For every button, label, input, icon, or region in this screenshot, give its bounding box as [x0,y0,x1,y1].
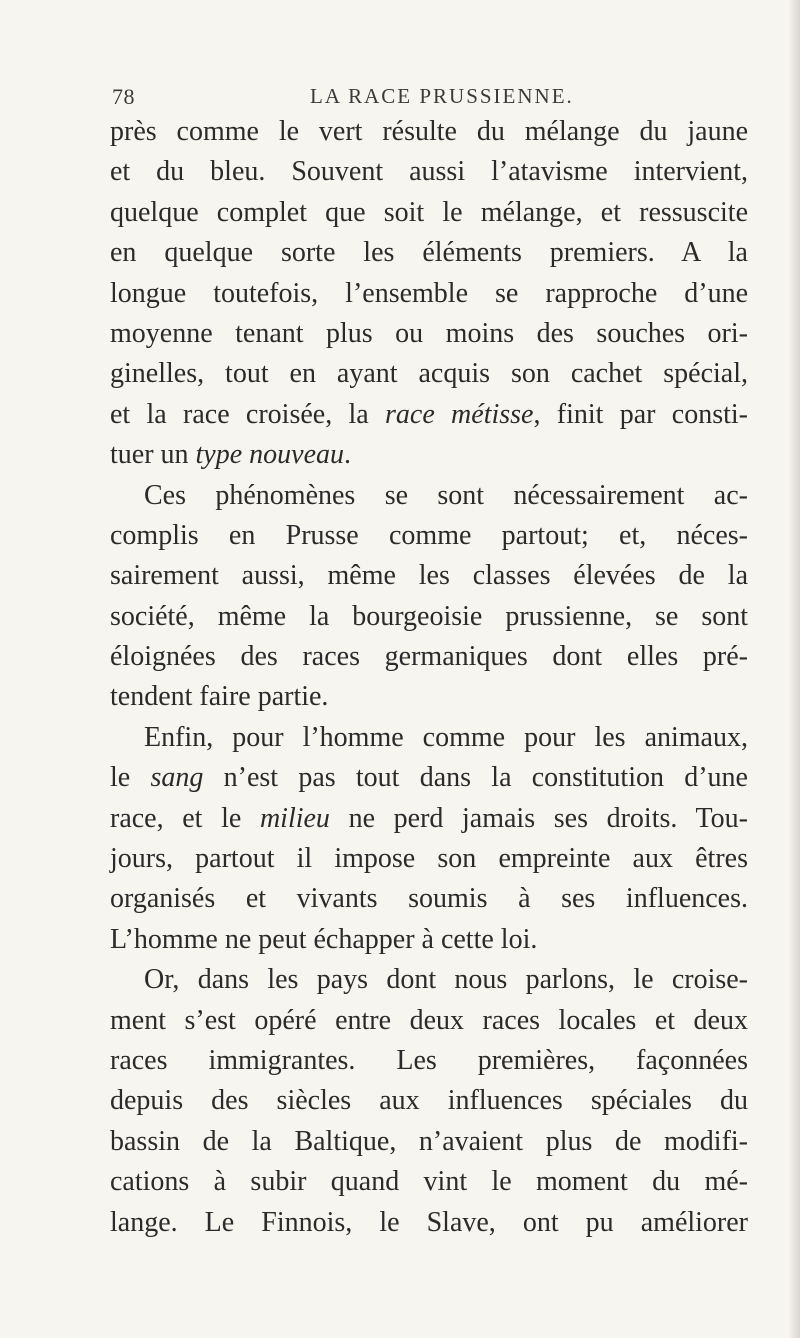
text-line: cations à subir quand vint le moment du mé- [110,1166,748,1198]
text-line: ginelles, tout en ayant acquis son cachet spécial, [110,358,748,390]
text-line: jours, partout il impose son empreinte aux êtres [110,843,748,875]
text-line: près comme le vert résulte du mélange du jaune [110,116,748,147]
text-line: société, même la bourgeoisie prussienne, se sont [110,600,748,632]
text-line: longue toutefois, l’ensemble se rapproche d’une [110,277,748,309]
text-line [110,395,748,435]
text-line [110,435,748,475]
text-line: complis en Prusse comme partout; et, néces- [110,519,748,551]
paragraph-start-line: Enfin, pour l’homme comme pour les animaux, [144,721,748,753]
italic-term-milieu: milieu [259,802,330,834]
page-number: 78 [112,84,135,109]
text-line: moyenne tenant plus ou moins des souches ori- [110,317,748,349]
text-line: lange. Le Finnois, le Slave, ont pu améliorer [110,1206,748,1238]
text-line: ment s’est opéré entre deux races locales et deux [110,1004,748,1036]
text-line: depuis des siècles aux influences spéciales du [110,1085,748,1117]
italic-term-sang: sang [150,762,204,794]
text-line: sairement aussi, même les classes élevées de la [110,560,748,592]
text-line: tendent faire partie. [110,681,329,713]
text-line: éloignées des races germaniques dont elles pré- [110,641,748,673]
italic-term-race-metisse: race métisse [385,398,534,430]
text-segment: n’est pas tout dans la constitution d’une [203,762,748,794]
page-edge-shadow [788,0,800,1338]
text-segment: le [110,762,151,794]
running-head: LA RACE PRUSSIENNE. [310,84,574,108]
text-line: quelque complet que soit le mélange, et ressuscite [110,196,748,228]
italic-term-type-nouveau: type nouveau [195,439,345,471]
text-line: organisés et vivants soumis à ses influences. [110,883,748,915]
text-segment: et la race croisée, la [110,398,385,430]
text-line: en quelque sorte les éléments premiers. A la [110,237,748,269]
text-line: et du bleu. Souvent aussi l’atavisme intervient, [110,156,748,188]
text-line [110,799,748,839]
body-text [110,112,748,1243]
paragraph-start-line: Or, dans les pays dont nous parlons, le croise- [144,964,748,996]
text-segment: , finit par consti- [533,398,748,430]
page-header [112,84,742,114]
paragraph-start-line: Ces phénomènes se sont nécessairement ac- [144,479,748,511]
text-segment: race, et le [110,802,260,834]
text-line: L’homme ne peut échapper à cette loi. [110,923,538,955]
text-segment: ne perd jamais ses droits. Tou- [329,802,748,834]
text-segment: . [344,439,352,471]
text-line: bassin de la Baltique, n’avaient plus de modifi- [110,1125,748,1157]
text-segment: tuer un [110,439,196,471]
text-line [110,758,748,798]
text-line: races immigrantes. Les premières, façonnées [110,1044,748,1076]
